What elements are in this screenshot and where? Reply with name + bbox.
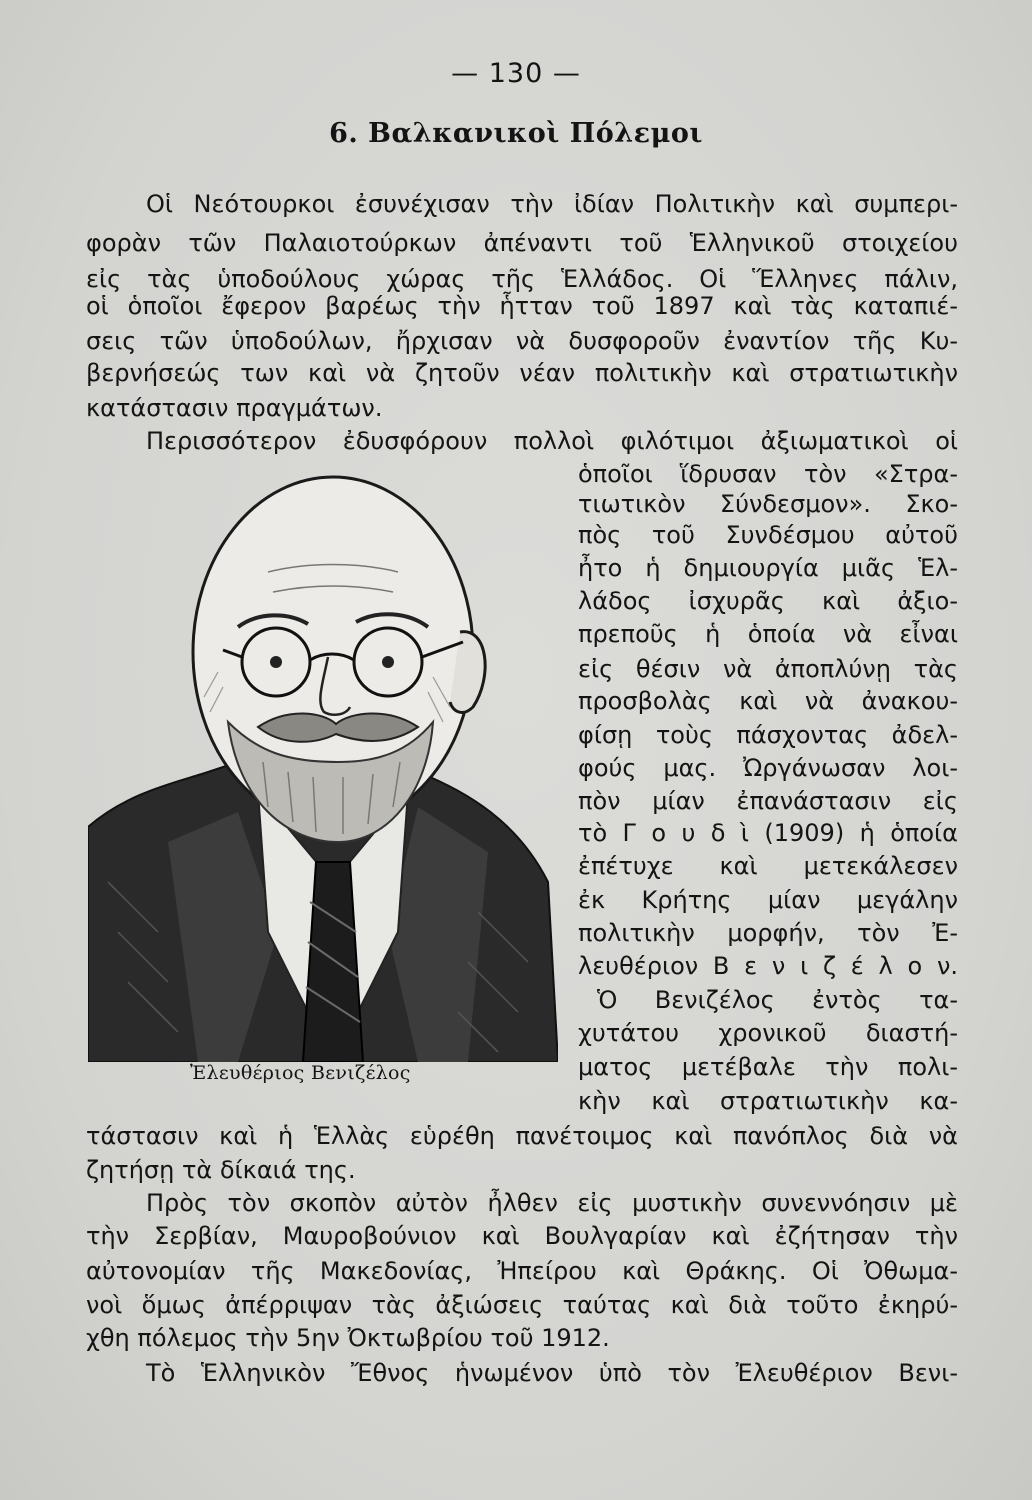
text-line: πρεποῦς ἡ ὁποία νὰ εἶναι: [578, 620, 958, 648]
text-line: Τὸ Ἑλληνικὸν Ἔθνος ἡνωμένον ὑπὸ τὸν Ἐλευθέριον Βενι-: [146, 1359, 958, 1387]
text-line: προσβολὰς καὶ νὰ ἀνακου-: [578, 687, 958, 715]
text-line: χθη πόλεμος τὴν 5ην Ὀκτωβρίου τοῦ 1912.: [86, 1324, 610, 1352]
text-line: ἐκ Κρήτης μίαν μεγάλην: [578, 886, 958, 914]
portrait-caption: Ἐλευθέριος Βενιζέλος: [190, 1062, 411, 1084]
text-line: κὴν καὶ στρατιωτικὴν κα-: [578, 1087, 958, 1115]
text-line: φορὰν τῶν Παλαιοτούρκων ἀπέναντι τοῦ Ἑλληνικοῦ στοιχείου: [86, 229, 958, 257]
text-line: κατάστασιν πραγμάτων.: [86, 394, 383, 422]
text-line: ὁποῖοι ἵδρυσαν τὸν «Στρα-: [578, 460, 958, 488]
portrait-illustration: [88, 462, 558, 1062]
text-line: σεις τῶν ὑποδούλων, ἤρχισαν νὰ δυσφοροῦν ἐναντίον τῆς Κυ-: [86, 327, 958, 355]
text-line: Πρὸς τὸν σκοπὸν αὐτὸν ἦλθεν εἰς μυστικὴν συνεννόησιν μὲ: [146, 1189, 958, 1217]
text-line: λάδος ἰσχυρᾶς καὶ ἀξιο-: [578, 587, 958, 615]
text-line: Ὁ Βενιζέλος ἐντὸς τα-: [597, 986, 958, 1014]
text-line: χυτάτου χρονικοῦ διαστή-: [578, 1019, 958, 1047]
text-line: Περισσότερον ἐδυσφόρουν πολλοὶ φιλότιμοι ἀξιωματικοὶ οἱ: [146, 427, 958, 455]
section-title: 6. Βαλκανικοὶ Πόλεμοι: [329, 118, 703, 149]
text-line: αὐτονομίαν τῆς Μακεδονίας, Ἠπείρου καὶ Θράκης. Οἱ Ὀθωμα-: [86, 1257, 958, 1285]
text-line: εἰς θέσιν νὰ ἀποπλύνῃ τὰς: [578, 655, 958, 683]
text-line: τὴν Σερβίαν, Μαυροβούνιον καὶ Βουλγαρίαν καὶ ἐζήτησαν τὴν: [86, 1222, 958, 1250]
text-line: ζητήσῃ τὰ δίκαιά της.: [86, 1156, 356, 1184]
text-line: φούς μας. Ὠργάνωσαν λοι-: [578, 754, 958, 782]
text-line: ματος μετέβαλε τὴν πολι-: [578, 1053, 958, 1081]
text-line: λευθέριον Β ε ν ι ζ έ λ ο ν.: [578, 952, 958, 980]
text-line: ἦτο ἡ δημιουργία μιᾶς Ἑλ-: [578, 554, 958, 582]
text-line: βερνήσεώς των καὶ νὰ ζητοῦν νέαν πολιτικὴν καὶ στρατιωτικὴν: [86, 359, 958, 387]
text-line: Οἱ Νεότουρκοι ἐσυνέχισαν τὴν ἰδίαν Πολιτικὴν καὶ συμπερι-: [146, 190, 958, 218]
text-line: εἰς τὰς ὑποδούλους χώρας τῆς Ἑλλάδος. Οἱ Ἕλληνες πάλιν,: [86, 265, 958, 293]
text-line: πολιτικὴν μορφήν, τὸν Ἐ-: [578, 919, 958, 947]
text-line: τάστασιν καὶ ἡ Ἑλλὰς εὑρέθη πανέτοιμος καὶ πανόπλος διὰ νὰ: [86, 1122, 958, 1150]
text-line: φίσῃ τοὺς πάσχοντας ἀδελ-: [578, 721, 958, 749]
left-eye: [270, 656, 282, 668]
text-line: τὸ Γ ο υ δ ὶ (1909) ἡ ὁποία: [578, 819, 958, 847]
page-number: — 130 —: [451, 58, 581, 89]
right-eye: [382, 656, 394, 668]
text-line: τιωτικὸν Σύνδεσμον». Σκο-: [578, 490, 958, 518]
text-line: πὸν μίαν ἐπανάστασιν εἰς: [578, 787, 958, 815]
text-line: ἐπέτυχε καὶ μετεκάλεσεν: [578, 852, 958, 880]
text-line: νοὶ ὅμως ἀπέρριψαν τὰς ἀξιώσεις ταύτας καὶ διὰ τοῦτο ἐκηρύ-: [86, 1291, 958, 1319]
text-line: οἱ ὁποῖοι ἔφερον βαρέως τὴν ἧτταν τοῦ 1897 καὶ τὰς καταπιέ-: [86, 292, 958, 320]
text-line: πὸς τοῦ Συνδέσμου αὐτοῦ: [578, 521, 958, 549]
